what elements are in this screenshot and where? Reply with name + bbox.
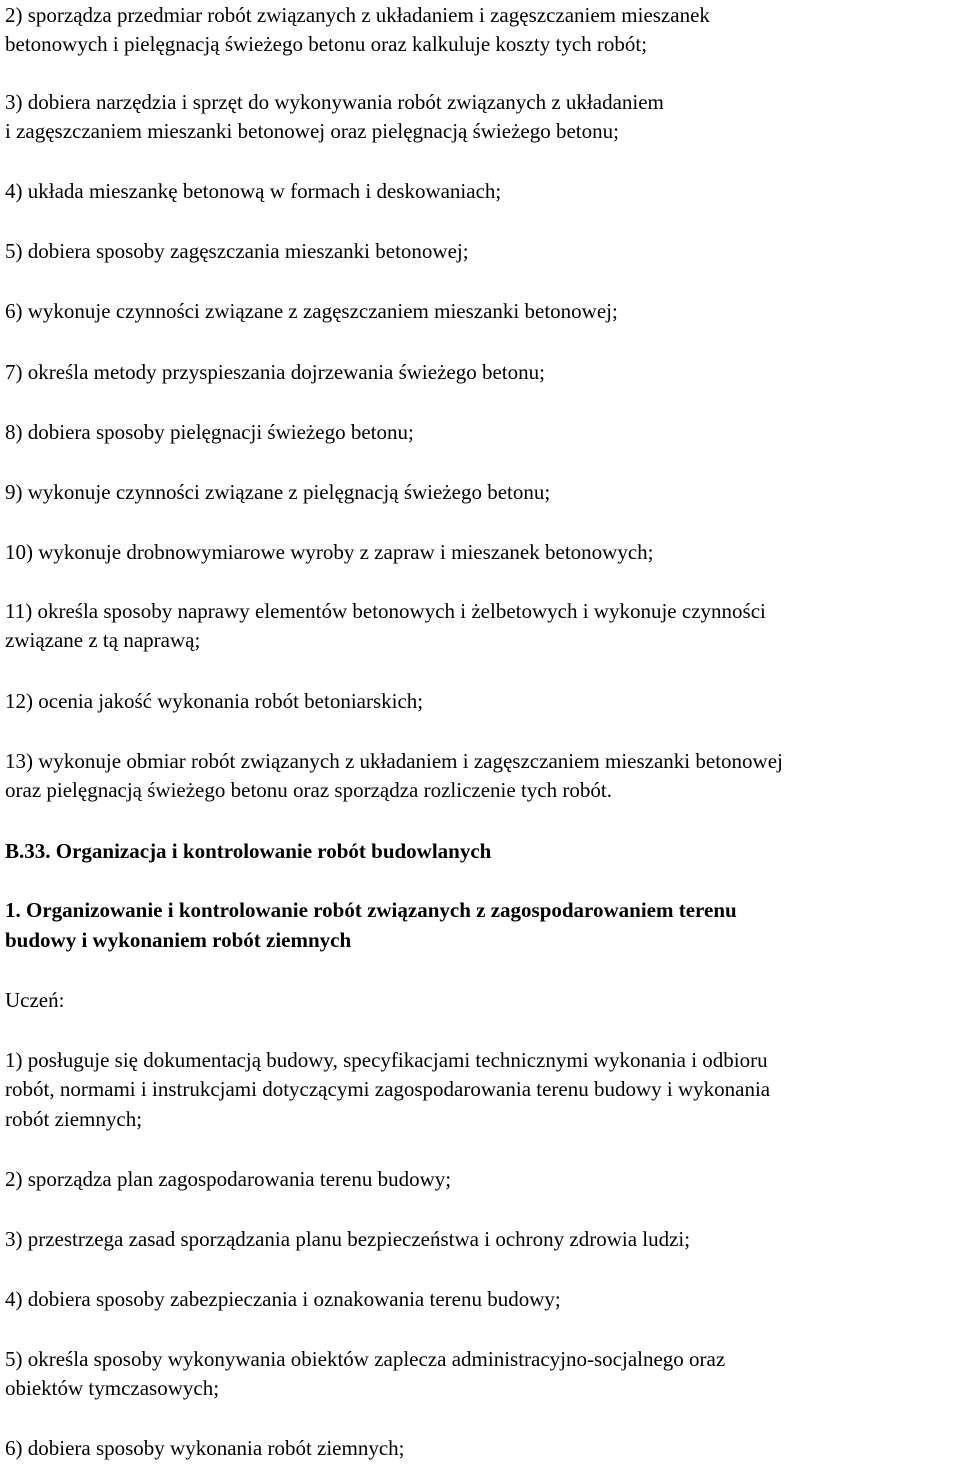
list-item-9: 9) wykonuje czynności związane z pielęgnacją świeżego betonu; — [5, 480, 551, 504]
list-item-5: 5) dobiera sposoby zagęszczania mieszanki betonowej; — [5, 239, 469, 263]
task-item-4: 4) dobiera sposoby zabezpieczania i oznakowania terenu budowy; — [5, 1287, 561, 1311]
list-item-11-line-1: 11) określa sposoby naprawy elementów betonowych i żelbetowych i wykonuje czynności — [5, 599, 766, 623]
list-item-4: 4) układa mieszankę betonową w formach i deskowaniach; — [5, 179, 502, 203]
list-item-12: 12) ocenia jakość wykonania robót betoniarskich; — [5, 689, 424, 713]
task-item-5-line-2: obiektów tymczasowych; — [5, 1376, 220, 1400]
list-item-13-line-2: oraz pielęgnacją świeżego betonu oraz sporządza rozliczenie tych robót. — [5, 778, 612, 802]
list-item-2-line-1: 2) sporządza przedmiar robót związanych z układaniem i zagęszczaniem mieszanek — [5, 3, 710, 27]
student-label: Uczeń: — [5, 988, 65, 1012]
task-item-2: 2) sporządza plan zagospodarowania terenu budowy; — [5, 1167, 452, 1191]
task-item-1-line-1: 1) posługuje się dokumentacją budowy, specyfikacjami technicznymi wykonania i odbioru — [5, 1048, 768, 1072]
list-item-10: 10) wykonuje drobnowymiarowe wyroby z zapraw i mieszanek betonowych; — [5, 540, 654, 564]
task-item-3: 3) przestrzega zasad sporządzania planu bezpieczeństwa i ochrony zdrowia ludzi; — [5, 1227, 691, 1251]
list-item-3-line-2: i zagęszczaniem mieszanki betonowej oraz pielęgnacją świeżego betonu; — [5, 119, 619, 143]
list-item-7: 7) określa metody przyspieszania dojrzewania świeżego betonu; — [5, 360, 545, 384]
list-item-13-line-1: 13) wykonuje obmiar robót związanych z układaniem i zagęszczaniem mieszanki betonowej — [5, 749, 783, 773]
qualification-heading: B.33. Organizacja i kontrolowanie robót budowlanych — [5, 839, 492, 863]
task-item-5-line-1: 5) określa sposoby wykonywania obiektów zaplecza administracyjno-socjalnego oraz — [5, 1347, 726, 1371]
task-item-1-line-3: robót ziemnych; — [5, 1107, 143, 1131]
list-item-8: 8) dobiera sposoby pielęgnacji świeżego betonu; — [5, 420, 414, 444]
list-item-11-line-2: związane z tą naprawą; — [5, 628, 201, 652]
task-item-1-line-2: robót, normami i instrukcjami dotyczącymi zagospodarowania terenu budowy i wykonania — [5, 1077, 771, 1101]
task-item-6: 6) dobiera sposoby wykonania robót ziemnych; — [5, 1436, 405, 1460]
list-item-6: 6) wykonuje czynności związane z zagęszczaniem mieszanki betonowej; — [5, 299, 618, 323]
list-item-2-line-2: betonowych i pielęgnacją świeżego betonu oraz kalkuluje koszty tych robót; — [5, 32, 648, 56]
section-heading-line-2: budowy i wykonaniem robót ziemnych — [5, 928, 352, 952]
section-heading-line-1: 1. Organizowanie i kontrolowanie robót związanych z zagospodarowaniem terenu — [5, 898, 737, 922]
list-item-3-line-1: 3) dobiera narzędzia i sprzęt do wykonywania robót związanych z układaniem — [5, 90, 664, 114]
